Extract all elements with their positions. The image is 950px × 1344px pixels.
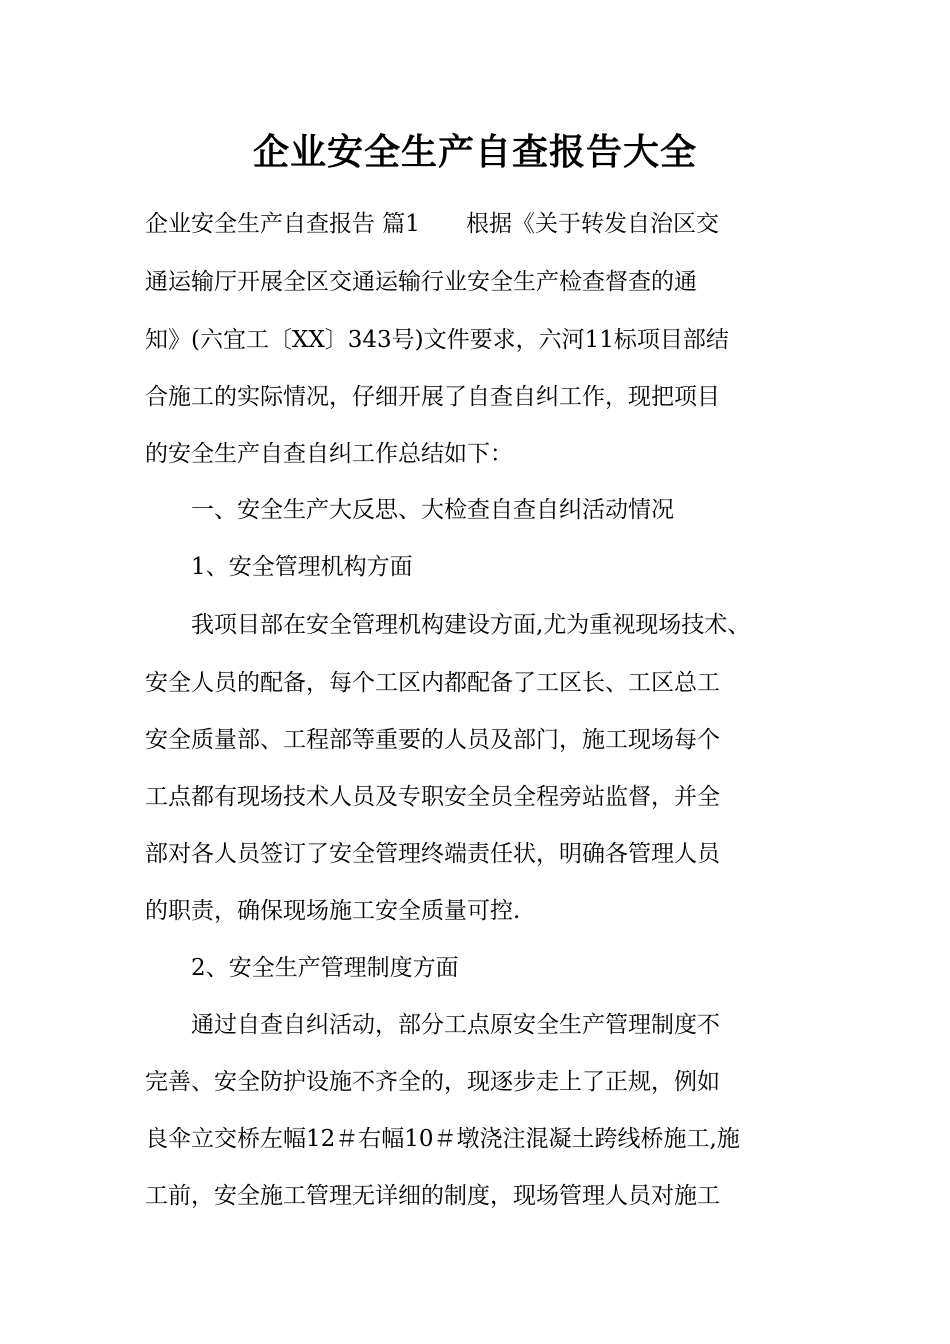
body-line: 合施工的实际情况，仔细开展了自查自纠工作，现把项目 xyxy=(145,384,720,410)
body-line: 通过自查自纠活动，部分工点原安全生产管理制度不 xyxy=(145,1012,720,1038)
body-line: 企业安全生产自查报告 篇1 根据《关于转发自治区交 xyxy=(145,211,719,237)
body-line: 安全质量部、工程部等重要的人员及部门，施工现场每个 xyxy=(145,727,720,753)
body-line: 工前，安全施工管理无详细的制度，现场管理人员对施工 xyxy=(145,1183,720,1209)
body-line: 部对各人员签订了安全管理终端责任状，明确各管理人员 xyxy=(145,841,720,867)
document-title: 企业安全生产自查报告大全 xyxy=(252,132,697,173)
body-line: 的安全生产自查自纠工作总结如下： xyxy=(145,441,513,467)
body-line: 的职责，确保现场施工安全质量可控. xyxy=(145,898,521,924)
body-line: 我项目部在安全管理机构建设方面,尤为重视现场技术、 xyxy=(145,612,751,638)
body-line: 良伞立交桥左幅12＃右幅10＃墩浇注混凝土跨线桥施工,施 xyxy=(145,1126,740,1152)
subsection-heading: 1、安全管理机构方面 xyxy=(145,554,413,580)
subsection-heading: 2、安全生产管理制度方面 xyxy=(145,955,459,981)
body-line: 安全人员的配备，每个工区内都配备了工区长、工区总工 xyxy=(145,670,720,696)
body-line: 通运输厅开展全区交通运输行业安全生产检查督查的通 xyxy=(145,269,697,295)
body-line: 知》(六宜工〔XX〕343号)文件要求，六河11标项目部结 xyxy=(145,327,729,353)
section-heading: 一、安全生产大反思、大检查自查自纠活动情况 xyxy=(145,497,674,523)
body-line: 完善、安全防护设施不齐全的，现逐步走上了正规，例如 xyxy=(145,1069,720,1095)
body-line: 工点都有现场技术人员及专职安全员全程旁站监督，并全 xyxy=(145,784,720,810)
